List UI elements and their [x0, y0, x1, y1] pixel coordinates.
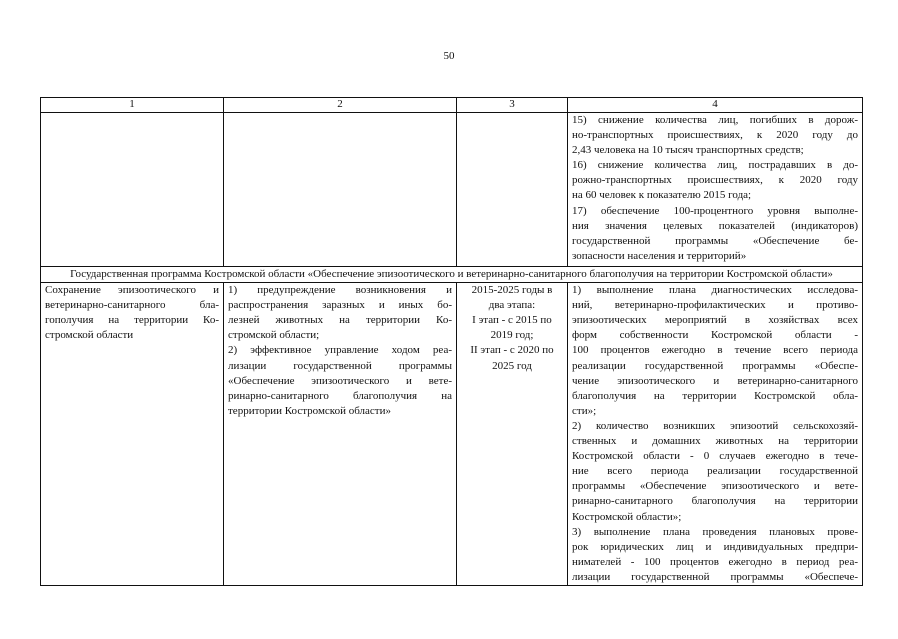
text-line: ринарно-санитарного благополучия на территории — [572, 495, 858, 508]
text-line: лезней животных на территории Ко- — [228, 314, 452, 327]
table-row — [41, 113, 863, 267]
text-line: чение эпизоотического и ветеринарно-санитарного — [572, 374, 858, 387]
text-line: лизации государственной программы — [228, 359, 452, 372]
text-line: но-транспортных происшествиях, к 2020 году до — [572, 129, 858, 142]
text-line: на 60 человек к показателю 2015 года; — [572, 189, 752, 202]
row1-col3-empty — [457, 113, 568, 267]
text-line: 2) эффективное управление ходом реа- — [228, 344, 452, 357]
text-line: 2025 год — [492, 359, 532, 372]
text-line: 2015-2025 годы в — [471, 284, 553, 297]
table-row — [41, 283, 863, 586]
text-line: два этапа: — [488, 299, 536, 312]
text-line: рожно-транспортных происшествиях, к 2020 году — [572, 174, 858, 187]
text-line: «Обеспечение эпизоотического и вете- — [228, 374, 452, 387]
row1-col1-empty — [41, 113, 224, 267]
text-line: 15) снижение количества лиц, погибших в дорож- — [572, 114, 858, 126]
text-line: I этап - с 2015 по — [472, 314, 552, 327]
text-line: сти»; — [572, 404, 597, 417]
text-line: II этап - с 2020 по — [470, 344, 554, 357]
text-line: лизации государственной программы «Обеспече- — [572, 570, 858, 583]
text-line: программы «Обеспечение эпизоотического и вете- — [572, 480, 858, 493]
text-line: зопасности населения и территорий» — [572, 249, 747, 262]
text-line: ния значения целевых показателей (индикаторов) — [572, 219, 858, 232]
row3-col1-goal — [41, 283, 224, 586]
row1-col4-indicators — [568, 113, 863, 267]
text-line: 2019 год; — [490, 329, 534, 342]
text-line: гополучия на территории Ко- — [45, 314, 219, 327]
text-line: ственных и домашних животных на территории — [572, 435, 858, 448]
text-line: 3) выполнение плана проведения плановых прове- — [572, 525, 858, 538]
text-line: ние всего периода реализации государственной — [572, 465, 858, 478]
header-col-3: 3 — [457, 98, 568, 113]
program-table — [40, 97, 863, 586]
header-col-2: 2 — [224, 98, 457, 113]
text-line: стромской области; — [228, 329, 320, 342]
text-line: 2) количество возникших эпизоотий сельскохозяй- — [572, 419, 858, 432]
text-line: ринарно-санитарного благополучия на — [228, 389, 452, 402]
text-line: 16) снижение количества лиц, пострадавших в до- — [572, 159, 858, 172]
text-line: 100 процентов ежегодно в течение всего периода — [572, 344, 858, 357]
text-line: государственной программы «Обеспечение бе- — [572, 234, 858, 247]
row3-col2-tasks — [224, 283, 457, 586]
text-line: 17) обеспечение 100-процентного уровня выполне- — [572, 204, 858, 217]
text-line: территории Костромской области» — [228, 404, 391, 417]
text-line: ветеринарно-санитарного бла- — [45, 299, 219, 312]
row3-col4-indicators — [568, 283, 863, 586]
text-line: реализации государственной программы «Обеспе- — [572, 359, 858, 372]
text-line: 1) предупреждение возникновения и — [228, 284, 452, 297]
header-col-4: 4 — [568, 98, 863, 113]
text-line: форм собственности Костромской области - — [572, 329, 858, 342]
text-line: распространения заразных и иных бо- — [228, 299, 452, 312]
text-line: благополучия на территории Костромской обла- — [572, 389, 858, 402]
text-line: Костромской области - 0 случаев ежегодно в тече- — [572, 450, 858, 463]
text-line: Костромской области»; — [572, 510, 682, 523]
page-number: 50 — [443, 50, 455, 62]
table-header-row — [41, 98, 863, 113]
section-title: Государственная программа Костромской области «Обеспечение эпизоотического и ветеринарно-санитарного благополучия на территории Костромской области» — [41, 267, 863, 283]
row3-col3-period — [457, 283, 568, 586]
text-line: рок юридических лиц и индивидуальных предпри- — [572, 540, 858, 553]
text-line: Сохранение эпизоотического и — [45, 284, 219, 297]
text-line: стромской области — [45, 329, 134, 342]
section-row — [41, 267, 863, 283]
text-line: 1) выполнение плана диагностических исследова- — [572, 284, 858, 297]
text-line: нимателей - 100 процентов ежегодно в период реа- — [572, 555, 858, 568]
text-line: ний, ветеринарно-профилактических и противо- — [572, 299, 858, 312]
header-col-1: 1 — [41, 98, 224, 113]
text-line: эпизоотических мероприятий в хозяйствах всех — [572, 314, 858, 327]
row1-col2-empty — [224, 113, 457, 267]
text-line: 2,43 человека на 10 тысяч транспортных средств; — [572, 144, 804, 157]
